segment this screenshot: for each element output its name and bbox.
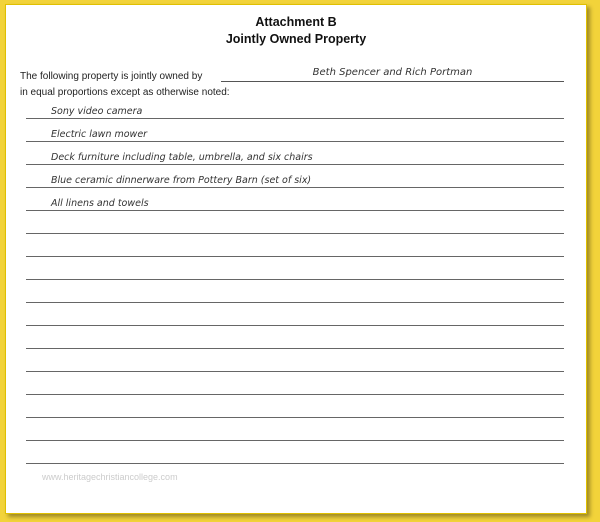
form-sheet — [5, 4, 587, 514]
ruled-line — [26, 463, 564, 464]
owners-underline — [221, 81, 564, 82]
property-item-5: All linens and towels — [51, 198, 149, 209]
document-title: Attachment B — [255, 15, 337, 29]
ruled-line — [26, 118, 564, 119]
ruled-line — [26, 302, 564, 303]
document-subtitle: Jointly Owned Property — [225, 32, 367, 46]
ruled-line — [26, 325, 564, 326]
ruled-line — [26, 394, 564, 395]
ruled-line — [26, 417, 564, 418]
ruled-line — [26, 210, 564, 211]
ruled-line — [26, 233, 564, 234]
intro-text-line-1: The following property is jointly owned by — [20, 71, 203, 82]
property-item-4: Blue ceramic dinnerware from Pottery Barn (set of six) — [51, 175, 312, 186]
owners-handwritten: Beth Spencer and Rich Portman — [312, 67, 473, 78]
ruled-line — [26, 440, 564, 441]
ruled-line — [26, 279, 564, 280]
ruled-line — [26, 348, 564, 349]
ruled-line — [26, 187, 564, 188]
ruled-line — [26, 371, 564, 372]
property-item-1: Sony video camera — [51, 106, 143, 117]
ruled-line — [26, 256, 564, 257]
property-item-3: Deck furniture including table, umbrella, and six chairs — [51, 152, 313, 163]
property-item-2: Electric lawn mower — [51, 129, 148, 140]
intro-text-line-2: in equal proportions except as otherwise noted: — [20, 87, 230, 98]
watermark-text: www.heritagechristiancollege.com — [42, 472, 178, 482]
ruled-line — [26, 164, 564, 165]
ruled-line — [26, 141, 564, 142]
